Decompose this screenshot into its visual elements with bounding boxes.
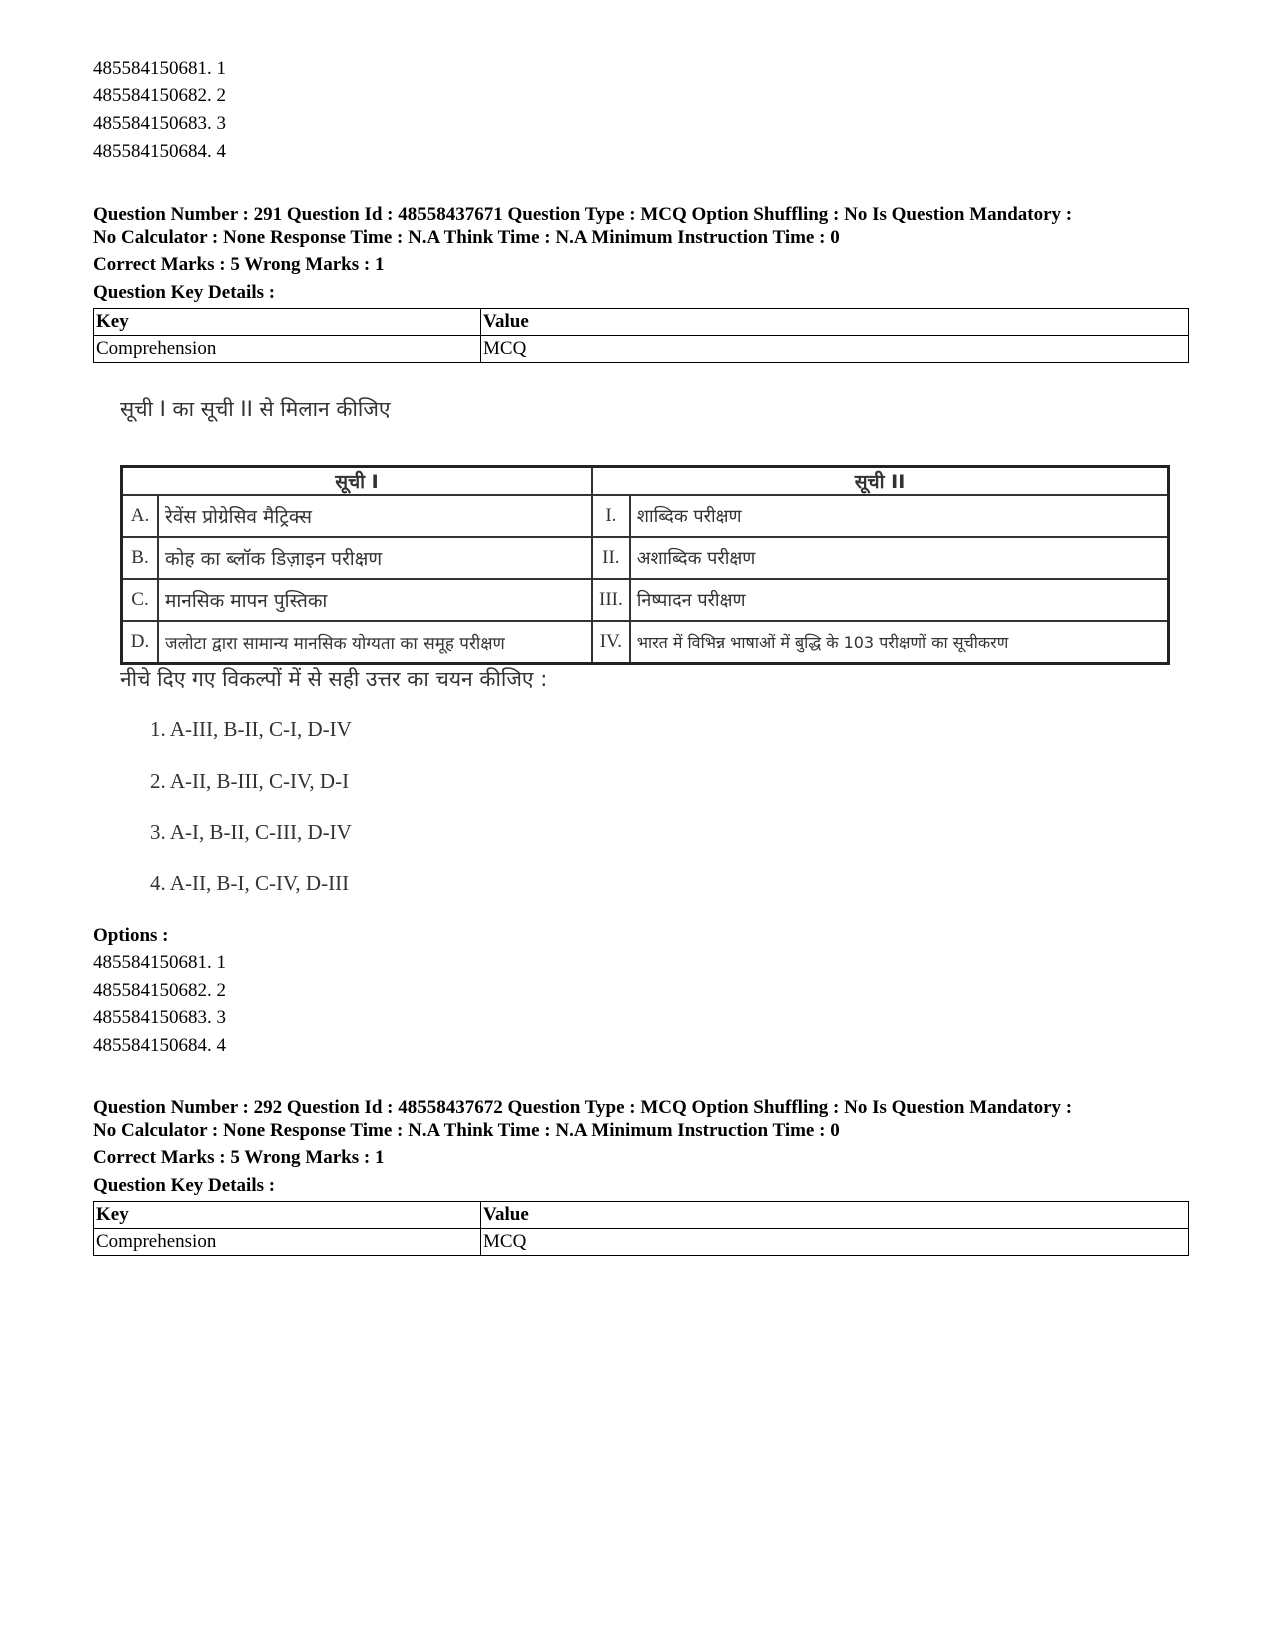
answer-choice-1: 1. A-III, B-II, C-I, D-IV: [150, 717, 352, 741]
match-row: [122, 495, 1169, 537]
q291-option-4: 485584150684. 4: [93, 1035, 226, 1056]
value-cell: MCQ: [481, 1229, 1189, 1256]
match-row: [122, 537, 1169, 579]
q291-option-1: 485584150681. 1: [93, 952, 226, 973]
row-letter: B.: [122, 537, 159, 579]
row-numeral: IV.: [592, 621, 630, 664]
q291-option-2: 485584150682. 2: [93, 980, 226, 1001]
row-letter: D.: [122, 621, 159, 664]
q292-key-table: [93, 1201, 1189, 1256]
q291-marks: Correct Marks : 5 Wrong Marks : 1: [93, 254, 385, 275]
list2-item: शाब्दिक परीक्षण: [630, 495, 1169, 537]
key-cell: Comprehension: [94, 336, 481, 363]
key-table-row: [94, 336, 1189, 363]
match-row: [122, 579, 1169, 621]
q291-meta-line1: Question Number : 291 Question Id : 48558437671 Question Type : MCQ Option Shuffling : No Is Question Mandatory :: [93, 204, 1073, 225]
key-header: Key: [94, 1202, 481, 1229]
q291-option-3: 485584150683. 3: [93, 1007, 226, 1028]
list2-header: सूची II: [592, 467, 1169, 496]
value-cell: MCQ: [481, 336, 1189, 363]
key-table-header-row: [94, 309, 1189, 336]
q291-key-table: [93, 308, 1189, 363]
prev-option-2: 485584150682. 2: [93, 85, 226, 106]
row-letter: A.: [122, 495, 159, 537]
list2-item: निष्पादन परीक्षण: [630, 579, 1169, 621]
row-numeral: III.: [592, 579, 630, 621]
row-letter: C.: [122, 579, 159, 621]
value-header: Value: [481, 1202, 1189, 1229]
prev-option-3: 485584150683. 3: [93, 113, 226, 134]
answer-choice-4: 4. A-II, B-I, C-IV, D-III: [150, 871, 350, 895]
key-table-row: [94, 1229, 1189, 1256]
q292-key-details-label: Question Key Details :: [93, 1175, 276, 1196]
question-image: [110, 395, 1180, 955]
match-table-header: [122, 467, 1169, 496]
list1-item: मानसिक मापन पुस्तिका: [158, 579, 592, 621]
answer-choice-3: 3. A-I, B-II, C-III, D-IV: [150, 820, 352, 844]
list2-item: भारत में विभिन्न भाषाओं में बुद्धि के 103 परीक्षणों का सूचीकरण: [630, 621, 1169, 664]
question-prompt: नीचे दिए गए विकल्पों में से सही उत्तर का चयन कीजिए :: [120, 667, 548, 691]
q291-meta-line2: No Calculator : None Response Time : N.A Think Time : N.A Minimum Instruction Time : 0: [93, 227, 840, 248]
value-header: Value: [481, 309, 1189, 336]
key-header: Key: [94, 309, 481, 336]
list2-item: अशाब्दिक परीक्षण: [630, 537, 1169, 579]
q291-key-details-label: Question Key Details :: [93, 282, 276, 303]
key-cell: Comprehension: [94, 1229, 481, 1256]
match-table: [120, 465, 1170, 665]
row-numeral: I.: [592, 495, 630, 537]
key-table-header-row: [94, 1202, 1189, 1229]
answer-choice-2: 2. A-II, B-III, C-IV, D-I: [150, 769, 350, 793]
question-instruction: सूची I का सूची II से मिलान कीजिए: [120, 397, 391, 421]
q292-marks: Correct Marks : 5 Wrong Marks : 1: [93, 1147, 385, 1168]
list1-item: रेवेंस प्रोग्रेसिव मैट्रिक्स: [158, 495, 592, 537]
list1-item: कोह का ब्लॉक डिज़ाइन परीक्षण: [158, 537, 592, 579]
q292-meta-line1: Question Number : 292 Question Id : 48558437672 Question Type : MCQ Option Shuffling : No Is Question Mandatory :: [93, 1097, 1073, 1118]
prev-option-4: 485584150684. 4: [93, 141, 226, 162]
match-row: [122, 621, 1169, 664]
list1-header: सूची I: [122, 467, 593, 496]
list1-item: जलोटा द्वारा सामान्य मानसिक योग्यता का समूह परीक्षण: [158, 621, 592, 664]
q292-meta-line2: No Calculator : None Response Time : N.A Think Time : N.A Minimum Instruction Time : 0: [93, 1120, 840, 1141]
prev-option-1: 485584150681. 1: [93, 58, 226, 79]
row-numeral: II.: [592, 537, 630, 579]
q291-options-label: Options :: [93, 925, 169, 946]
